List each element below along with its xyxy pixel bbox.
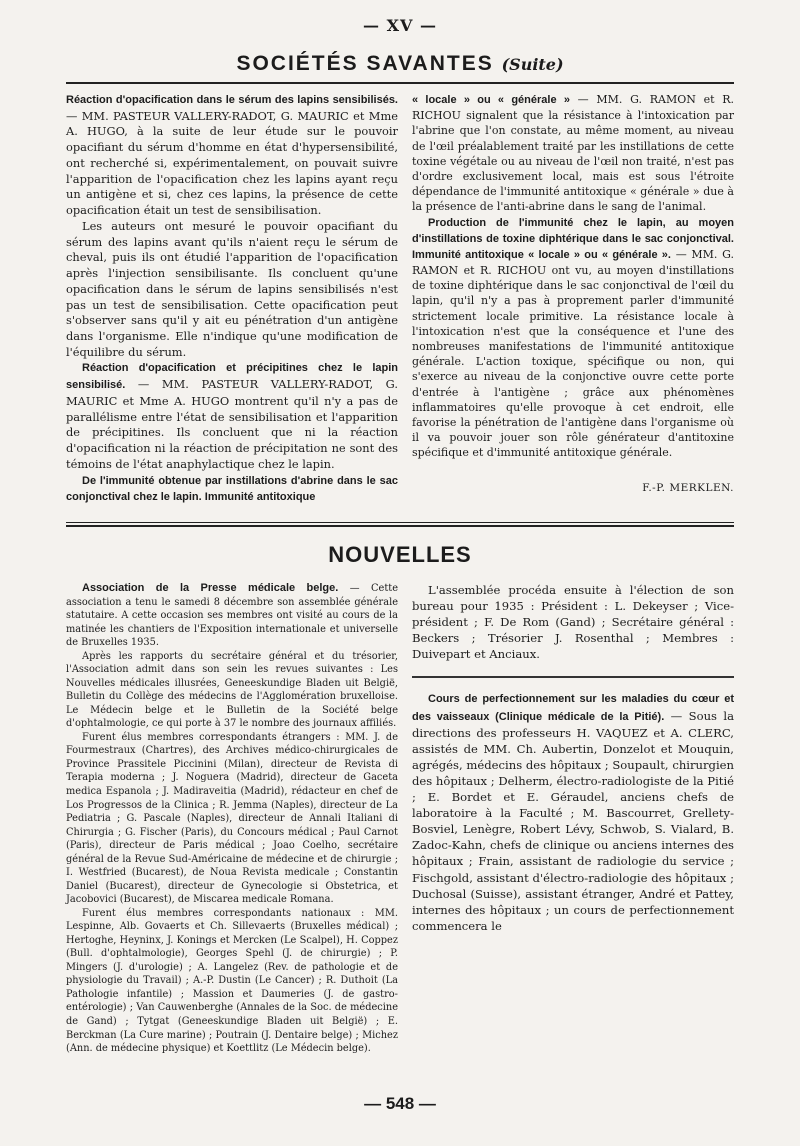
paragraph <box>412 92 734 215</box>
paragraph: L'assemblée procéda ensuite à l'élection de son bureau pour 1935 : Président : L. Dekeyser ; Vice-président ; F. De Rom (Gand) ; Secrétaire général : Beckers ; Trésorier J. Rosenthal ; Membres : Duivepart et Anciaux. <box>412 583 734 662</box>
nouvelles-column-right <box>412 582 734 934</box>
nouvelles-column-left <box>66 582 398 1056</box>
body: — Sous la directions des professeurs H. VAQUEZ et A. CLERC, assistés de MM. Ch. Aubertin, Donzelot et Mouquin, agrégés, médecins des hôpitaux ; Soupault, chirurgien des hôpitaux ; Delherm, électro-radiologiste de la Pitié ; E. Bordet et E. Géraudel, anciens chefs de laboratoire à la Faculté ; M. Bascourret, Grellety-Bosviel, Lenègre, Robert Lévy, Schwob, S. Vialard, B. Zadoc-Kahn, chefs de clinique ou anciens internes des hôpitaux ; Frain, assistant de radiologie du service ; Fischgold, assistant d'électro-radiologie des hôpitaux ; Duchosal (Suisse), assistant étranger, André et Pattey, internes des hôpitaux ; un cours de perfectionnement commencera le <box>412 708 735 933</box>
paragraph <box>66 473 398 506</box>
divider <box>66 82 734 84</box>
heading: Cours de perfectionnement sur les maladies du cœur et des vaisseaux (Clinique médicale de la Pitié). <box>412 693 734 723</box>
paragraph <box>412 215 734 461</box>
body: — MM. PASTEUR VALLERY-RADOT, G. MAURIC et Mme A. HUGO, à la suite de leur étude sur le pouvoir opacifiant du sérum d'homme en état d'hypersensibilité, ont recherché si, expérimentalement, on pouvait suivre l'apparition de l'opacification chez les lapins ayant reçu un antigène et si, chez ces lapins, la présence de cette opacification était un test de sensibilisation. <box>66 108 398 218</box>
paragraph: Furent élus membres correspondants nationaux : MM. Lespinne, Alb. Govaerts et Ch. Sillevaerts (Bruxelles médical) ; Hertoghe, Heyninx, J. Konings et Mercken (Le Scalpel), H. Coppez (Bull. d'ophtalmologie), Georges Spehl (J. de chirurgie) ; P. Mingers (J. d'urologie) ; A. Langelez (Rev. de pathologie et de physiologie du Travail) ; A.-P. Dustin (Le Cancer) ; R. Duthoit (La Pathologie infantile) ; Massion et Daumeries (J. de gastro-entérologie) ; Van Cauwenberghe (Annales de la Soc. de médecine de Gand) ; Tytgat (Geneeskundige Bladen uit België) ; E. Berckman (La Cure marine) ; Poutrain (J. Dentaire belge) ; Michez (Ann. de médecine physique) et Koettlitz (Le Médecin belge). <box>66 907 398 1055</box>
paragraph <box>66 92 398 219</box>
divider <box>66 525 734 527</box>
heading: De l'immunité obtenue par instillations d'abrine dans le sac conjonctival chez le lapin. Immunité antitoxique <box>66 474 398 504</box>
title-text: SOCIÉTÉS SAVANTES <box>236 52 494 75</box>
heading: Réaction d'opacification dans le sérum des lapins sensibilisés. <box>66 94 398 106</box>
divider <box>66 522 734 523</box>
page-number: — 548 — <box>364 1094 436 1113</box>
divider <box>412 676 734 678</box>
paragraph <box>66 582 398 650</box>
societes-column-left <box>66 92 398 506</box>
section-title-nouvelles: NOUVELLES <box>328 542 472 567</box>
body: — MM. PASTEUR VALLERY-RADOT, G. MAURIC et Mme A. HUGO montrent qu'il n'y a pas de parallélisme entre l'état de sensibilisation et l'apparition de précipitines. Ils concluent que ni la réaction d'opacification ni la réaction de précipitation ne sont des témoins de l'état anaphylactique chez le lapin. <box>66 377 398 471</box>
paragraph: Après les rapports du secrétaire général et du trésorier, l'Association admit dans son sein les revues suivantes : Les Nouvelles médicales illusrées, Geneeskundige Bladen uit België, Bulletin du Collège des médecins de l'Agglomération bruxelloise. Le Médecin belge et le Bulletin de la Société belge d'ophtalmologie, ce qui porte à 37 le nombre des journaux affiliés. <box>66 650 398 730</box>
societes-column-right <box>412 92 734 496</box>
paragraph: Furent élus membres correspondants étrangers : MM. J. de Fourmestraux (Chartres), des Archives médico-chirurgicales de Province Prassitele Piccinini (Milan), directeur de Revista di Terapia moderna ; J. Noguera (Madrid), directeur de Gaceta medica Espanola ; J. Madiraveitia (Madrid), rédacteur en chef de Los Progressos de la Clinica ; R. Jemma (Naples), directeur de La Pediatria ; G. Pascale (Naples), directeur de Annali Italiani di Chirurgia ; G. Fischer (Paris), du Concours médical ; Paul Carnot (Paris), directeur de Paris médical ; Joao Coelho, secrétaire général de la Revue Sud-Américaine de médecine et de chirurgie ; I. Westfried (Bucarest), de Noua Revista medicale ; Constantin Daniel (Bucarest), directeur de Gynecologie si Obstetrica, et Jacobovici (Bucarest), de Miscarea medicale Romana. <box>66 731 398 906</box>
heading: « locale » ou « générale » <box>412 94 570 106</box>
body: — MM. G. RAMON et R. RICHOU ont vu, au moyen d'instillations de toxine diphtérique dans le sac conjonctival de l'œil du lapin, qu'il n'y a pas à proprement parler d'immunité strictement locale primitive. La résistance locale à l'intoxication n'est que la conséquence et l'une des nombreuses manifestations de l'immunité antitoxique générale. L'action toxique, spécifique ou non, qui s'exerce au niveau de la conjonctive ouvre cette porte d'entrée à l'antigène ; grâce aux phénomènes inflammatoires qu'elle provoque à cet endroit, elle favorise la pénétration de l'antigène dans l'organisme où il va pouvoir jouer son rôle générateur d'antitoxine spécifique et d'immunité antitoxique générale. <box>412 247 734 460</box>
paragraph <box>412 690 734 933</box>
paragraph: Les auteurs ont mesuré le pouvoir opacifiant du sérum des lapins avant qu'ils n'aient reçu le sérum de cheval, puis ils ont étudié l'apparition de l'opacification après l'injection sensibilisante. Ils concluent qu'une opacification dans le sérum de lapins sensibilisés n'est pas un test de sensibilisation. Cette opacification peut s'observer sans qu'il y ait eu pénétration d'un antigène dans l'organisme. Elle n'indique qu'une modification de l'équilibre du sérum. <box>66 218 398 359</box>
heading: Production de l'immunité chez le lapin, au moyen d'instillations de toxine diphtérique dans le sac conjonctival. Immunité antitoxique « locale » ou « générale ». <box>412 216 734 261</box>
section-title-societes <box>0 52 800 76</box>
title-suffix: (Suite) <box>501 55 564 74</box>
page-roman-numeral: — XV — <box>363 16 437 35</box>
paragraph <box>66 360 398 472</box>
signature: F.-P. MERKLEN. <box>642 481 734 494</box>
heading: Réaction d'opacification et précipitines chez le lapin sensibilisé. <box>66 362 398 392</box>
heading: Association de la Presse médicale belge. <box>82 582 339 594</box>
body: — Cette association a tenu le samedi 8 décembre son assemblée générale statutaire. A cette occasion ses membres ont visité au cours de la matinée les chantiers de l'Exposition internationale et universelle de Bruxelles 1935. <box>66 583 398 649</box>
body: — MM. G. RAMON et R. RICHOU signalent que la résistance à l'intoxication par l'abrine que l'on constate, au même moment, au niveau de l'œil préalablement traité par les instillations de cette toxine végétale ou au niveau de l'œil non traité, n'est pas d'ordre exclusivement local, mais est sous l'étroite dépendance de l'immunité antitoxique « générale » due à la présence de l'anti-abrine dans le sang de l'animal. <box>412 93 734 214</box>
